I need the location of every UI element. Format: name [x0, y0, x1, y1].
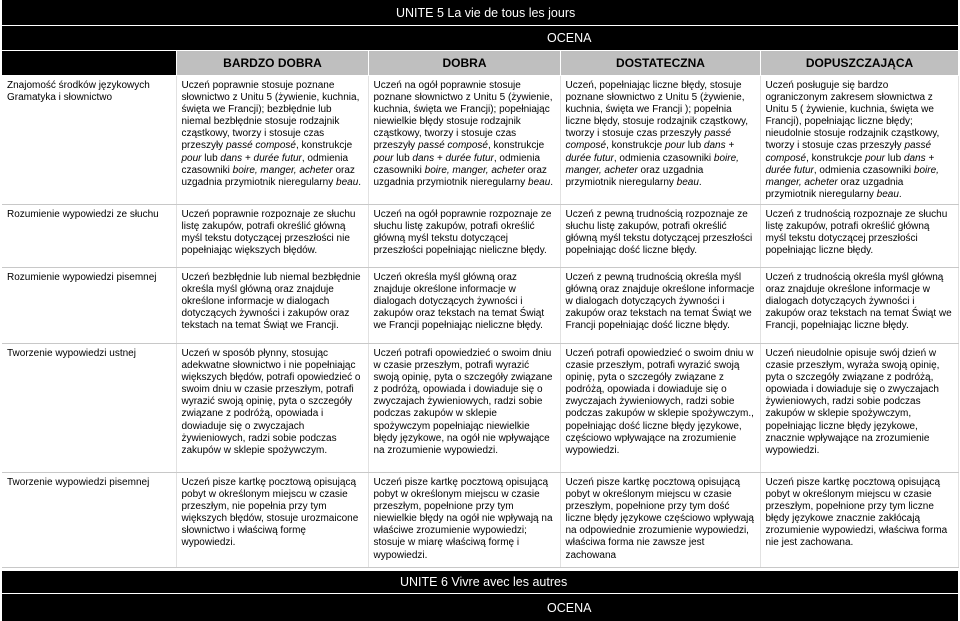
criteria-cell: [760, 204, 958, 267]
criteria-cell: [560, 472, 760, 567]
cell-text: .: [550, 176, 554, 188]
criteria-table: [2, 76, 959, 568]
italic-term: dans + durée futur: [412, 152, 494, 164]
criteria-cell: [760, 267, 958, 343]
grade-header-sufficient: DOSTATECZNA: [560, 51, 760, 75]
next-unit-title: UNITE 6 Vivre avec les autres: [400, 575, 568, 589]
cell-text: , konstrukcje: [806, 152, 865, 164]
criteria-cell: [368, 76, 560, 204]
cell-text: Uczeń z trudnością rozpoznaje ze słuchu listę zakupów, potrafi określić główną myśl tekstu dotyczącej przeszłości popełniając liczne błędy.: [765, 208, 948, 257]
table-row: [2, 204, 958, 267]
cell-text: Uczeń pisze kartkę pocztową opisującą pobyt w określonym miejscu w czasie przeszłym, nie popełnia przy tym większych błędów, stosuje urozmaicone słownictwo i właściwą formę wypowiedzi.: [181, 476, 359, 549]
criteria-cell: [560, 204, 760, 267]
italic-term: pour: [665, 140, 686, 152]
criteria-cell: [176, 267, 368, 343]
criteria-cell: [560, 343, 760, 472]
criteria-cell: [368, 343, 560, 472]
italic-term: passé composé: [565, 128, 732, 152]
cell-text: , odmienia czasowniki: [613, 152, 714, 164]
grade-header-row: [2, 51, 958, 75]
italic-term: beau: [528, 176, 551, 188]
row-label: Tworzenie wypowiedzi ustnej: [2, 343, 176, 472]
cell-text: oraz uzgadnia przymiotnik nieregularny: [565, 164, 704, 188]
cell-text: Uczeń określa myśl główną oraz znajduje określone informacje w dialogach dotyczących żywności i zakupów oraz tekstach na temat Świąt we Francji popełniając nieliczne błędy.: [373, 271, 545, 332]
italic-term: pour: [181, 152, 202, 164]
cell-text: Uczeń z trudnością określa myśl główną oraz znajduje określone informacje w dialogach dotyczących żywności i zakupów oraz tekstach na temat Świąt we Francji, popełniając liczne błędy.: [765, 271, 952, 332]
cell-text: lub: [885, 152, 904, 164]
cell-text: Uczeń pisze kartkę pocztową opisującą pobyt w określonym miejscu w czasie przeszłym, popełnione przy tym liczne błędy językowe znacznie zakłócają zrozumienie wypowiedzi, właściwa forma nie jest zachowana.: [765, 476, 948, 549]
cell-text: Uczeń potrafi opowiedzieć o swoim dniu w czasie przeszłym, potrafi wyrazić swoją opinię, pyta o szczegóły związane z podróżą, opowiada i dowiaduje się o zwyczajach żywieniowych, radzi sobie podczas zakupów w sklepie spożywczym., popełniając dość liczne błędy językowe, częściowo wpływające na zrozumienie wypowiedzi.: [565, 347, 754, 456]
cell-text: .: [358, 176, 362, 188]
table-row: [2, 343, 958, 472]
italic-term: passé composé: [765, 140, 932, 164]
italic-term: passé composé: [417, 140, 488, 152]
cell-text: Uczeń potrafi opowiedzieć o swoim dniu w czasie przeszłym, potrafi wyrazić swoją opinię, pyta o szczegóły związane z podróżą, opowiada i dowiaduje się o zwyczajach żywieniowych, radzi sobie podczas zakupów w sklepie spożywczym popełniając niewielkie błędy językowe, na ogół nie wpływające na zrozumienie wypowiedzi.: [373, 347, 553, 456]
grade-header-acceptable: DOPUSZCZAJĄCA: [760, 51, 958, 75]
cell-text: Uczeń poprawnie rozpoznaje ze słuchu listę zakupów, potrafi określić główną myśl tekstu dotyczącej przeszłości nie popełniając większych błędów.: [181, 208, 356, 257]
criteria-cell: [760, 76, 958, 204]
next-ocena-bar: [2, 594, 958, 621]
italic-term: pour: [373, 152, 394, 164]
italic-term: passé composé: [225, 140, 296, 152]
table-row: [2, 76, 958, 204]
cell-text: , konstrukcje: [488, 140, 545, 152]
criteria-cell: [176, 204, 368, 267]
row-label: Znajomość środków językowych Gramatyka i słownictwo: [2, 76, 176, 204]
cell-text: .: [898, 188, 902, 200]
row-label: Rozumienie wypowiedzi ze słuchu: [2, 204, 176, 267]
unit-title-bar: [2, 0, 958, 25]
cell-text: Uczeń poprawnie stosuje poznane słownictwo z Unitu 5 (żywienie, kuchnia, święta we Francji); bezbłędnie lub niemal bezbłędnie stosuje rodzajnik cząstkowy, tworzy i stosuje czas przeszyły: [181, 80, 360, 152]
cell-text: Uczeń w sposób płynny, stosując adekwatne słownictwo i nie popełniając większych błędów, potrafi opowiedzieć o swoim dniu w czasie przeszłym, potrafi wyrazić swoją opinię, pyta o szczegóły związane z podróżą, opowiada i dowiaduje się o zwyczajach żywieniowych, radzi sobie podczas zakupów w sklepie spożywczym.: [181, 347, 361, 456]
cell-text: Uczeń z pewną trudnością rozpoznaje ze słuchu listę zakupów, potrafi określić główną myśl tekstu dotyczącej przeszłości popełniając dość liczne błędy.: [565, 208, 753, 257]
cell-text: lub: [685, 140, 704, 152]
cell-text: Uczeń, popełniając liczne błędy, stosuje poznane słownictwo z Unitu 5 (żywienie, kuchnia, święta we Francji ); popełnia liczne błędy, stosuje rodzajnik cząstkowy, tworzy i stosuje czas przeszyły: [565, 80, 748, 140]
italic-term: beau: [676, 176, 699, 188]
criteria-cell: [368, 204, 560, 267]
cell-text: Uczeń z pewną trudnością określa myśl główną oraz znajduje określone informacje w dialogach dotyczących żywności i zakupów oraz tekstach na temat Świąt we Francji popełniając dość liczne błędy.: [565, 271, 755, 332]
next-ocena-label: OCENA: [547, 600, 592, 615]
criteria-cell: [176, 343, 368, 472]
italic-term: dans + durée futur: [565, 140, 735, 164]
criteria-cell: [176, 472, 368, 567]
row-label: Rozumienie wypowiedzi pisemnej: [2, 267, 176, 343]
cell-text: Uczeń pisze kartkę pocztową opisującą pobyt w określonym miejscu w czasie przeszłym, popełnione przy tym niewielkie błędy na ogół nie wpływają na właściwe zrozumienie wypowiedzi; stosuje w miarę właściwą formę i wypowiedzi.: [373, 476, 553, 561]
criteria-cell: [760, 343, 958, 472]
cell-text: oraz uzgadnia przymiotnik nieregularny: [181, 164, 355, 188]
cell-text: Uczeń posługuje się bardzo ograniczonym zakresem słownictwa z Unitu 5 ( żywienie, kuchnia, święta we Francji), popełniając liczne błędy; nieudolnie stosuje rodzajnik cząstkowy, tworzy i stosuje czas przeszyły: [765, 80, 940, 152]
cell-text: Uczeń pisze kartkę pocztową opisującą pobyt w określonym miejscu w czasie przeszłym, popełnione przy tym dość liczne błędy językowe częściowo wpływają na odpowiednie zrozumienie wypowiedzi, właściwa forma nie zawsze jest zachowana: [565, 476, 754, 561]
cell-text: oraz uzgadnia przymiotnik nieregularny: [765, 176, 904, 200]
italic-term: dans + durée futur: [765, 152, 935, 176]
italic-term: beau: [876, 188, 899, 200]
cell-text: , konstrukcje: [606, 140, 665, 152]
criteria-cell: [368, 267, 560, 343]
criteria-cell: [560, 267, 760, 343]
criteria-cell: [560, 76, 760, 204]
italic-term: dans + durée futur: [220, 152, 302, 164]
cell-text: , konstrukcje: [296, 140, 353, 152]
criteria-cell: [760, 472, 958, 567]
cell-text: lub: [393, 152, 413, 164]
italic-term: pour: [865, 152, 886, 164]
italic-term: boire, manger, acheter: [424, 164, 525, 176]
header-spacer: [2, 51, 176, 75]
cell-text: Uczeń na ogół poprawnie rozpoznaje ze słuchu listę zakupów, potrafi określić główną myśl tekstu dotyczącej przeszłości popełniając nieliczne błędy.: [373, 208, 552, 257]
cell-text: Uczeń bezbłędnie lub niemal bezbłędnie określa myśl główną oraz znajduje określone informacje w dialogach dotyczących żywności i zakupów oraz tekstach na temat Świąt we Francji.: [181, 271, 361, 332]
cell-text: , odmienia czasowniki: [813, 164, 914, 176]
row-label: Tworzenie wypowiedzi pisemnej: [2, 472, 176, 567]
cell-text: .: [698, 176, 702, 188]
table-row: [2, 267, 958, 343]
grade-header-good: DOBRA: [368, 51, 560, 75]
criteria-cell: [176, 76, 368, 204]
grade-header-very-good: BARDZO DOBRA: [176, 51, 368, 75]
cell-text: , odmienia czasowniki: [373, 152, 541, 176]
cell-text: Uczeń na ogół poprawnie stosuje poznane słownictwo z Unitu 5 (żywienie, kuchnia, święta we Francji); popełniając niewielkie błędy stosuje rodzajnik cząstkowy, tworzy i stosuje czas przeszyły: [373, 80, 553, 152]
cell-text: oraz uzgadnia przymiotnik nieregularny: [373, 164, 547, 188]
ocena-bar: [2, 26, 958, 50]
criteria-cell: [368, 472, 560, 567]
cell-text: , odmienia czasowniki: [181, 152, 349, 176]
unit-title: UNITE 5 La vie de tous les jours: [396, 5, 576, 20]
italic-term: beau: [336, 176, 359, 188]
table-row: [2, 472, 958, 567]
italic-term: boire, manger, acheter: [565, 152, 739, 176]
italic-term: boire, manger, acheter: [232, 164, 333, 176]
cell-text: Uczeń nieudolnie opisuje swój dzień w czasie przeszłym, wyraża swoją opinię, pyta o szczegóły związane z podróżą, opowiada i dowiaduje się o zwyczajach żywieniowych, radzi sobie podczas zakupów w sklepie spożywczym, popełniając liczne błędy językowe, znacznie wpływające na zrozumienie wypowiedzi.: [765, 347, 940, 456]
cell-text: lub: [201, 152, 221, 164]
italic-term: boire, manger, acheter: [765, 164, 939, 188]
ocena-label: OCENA: [547, 31, 592, 45]
next-unit-title-bar: [2, 571, 958, 593]
